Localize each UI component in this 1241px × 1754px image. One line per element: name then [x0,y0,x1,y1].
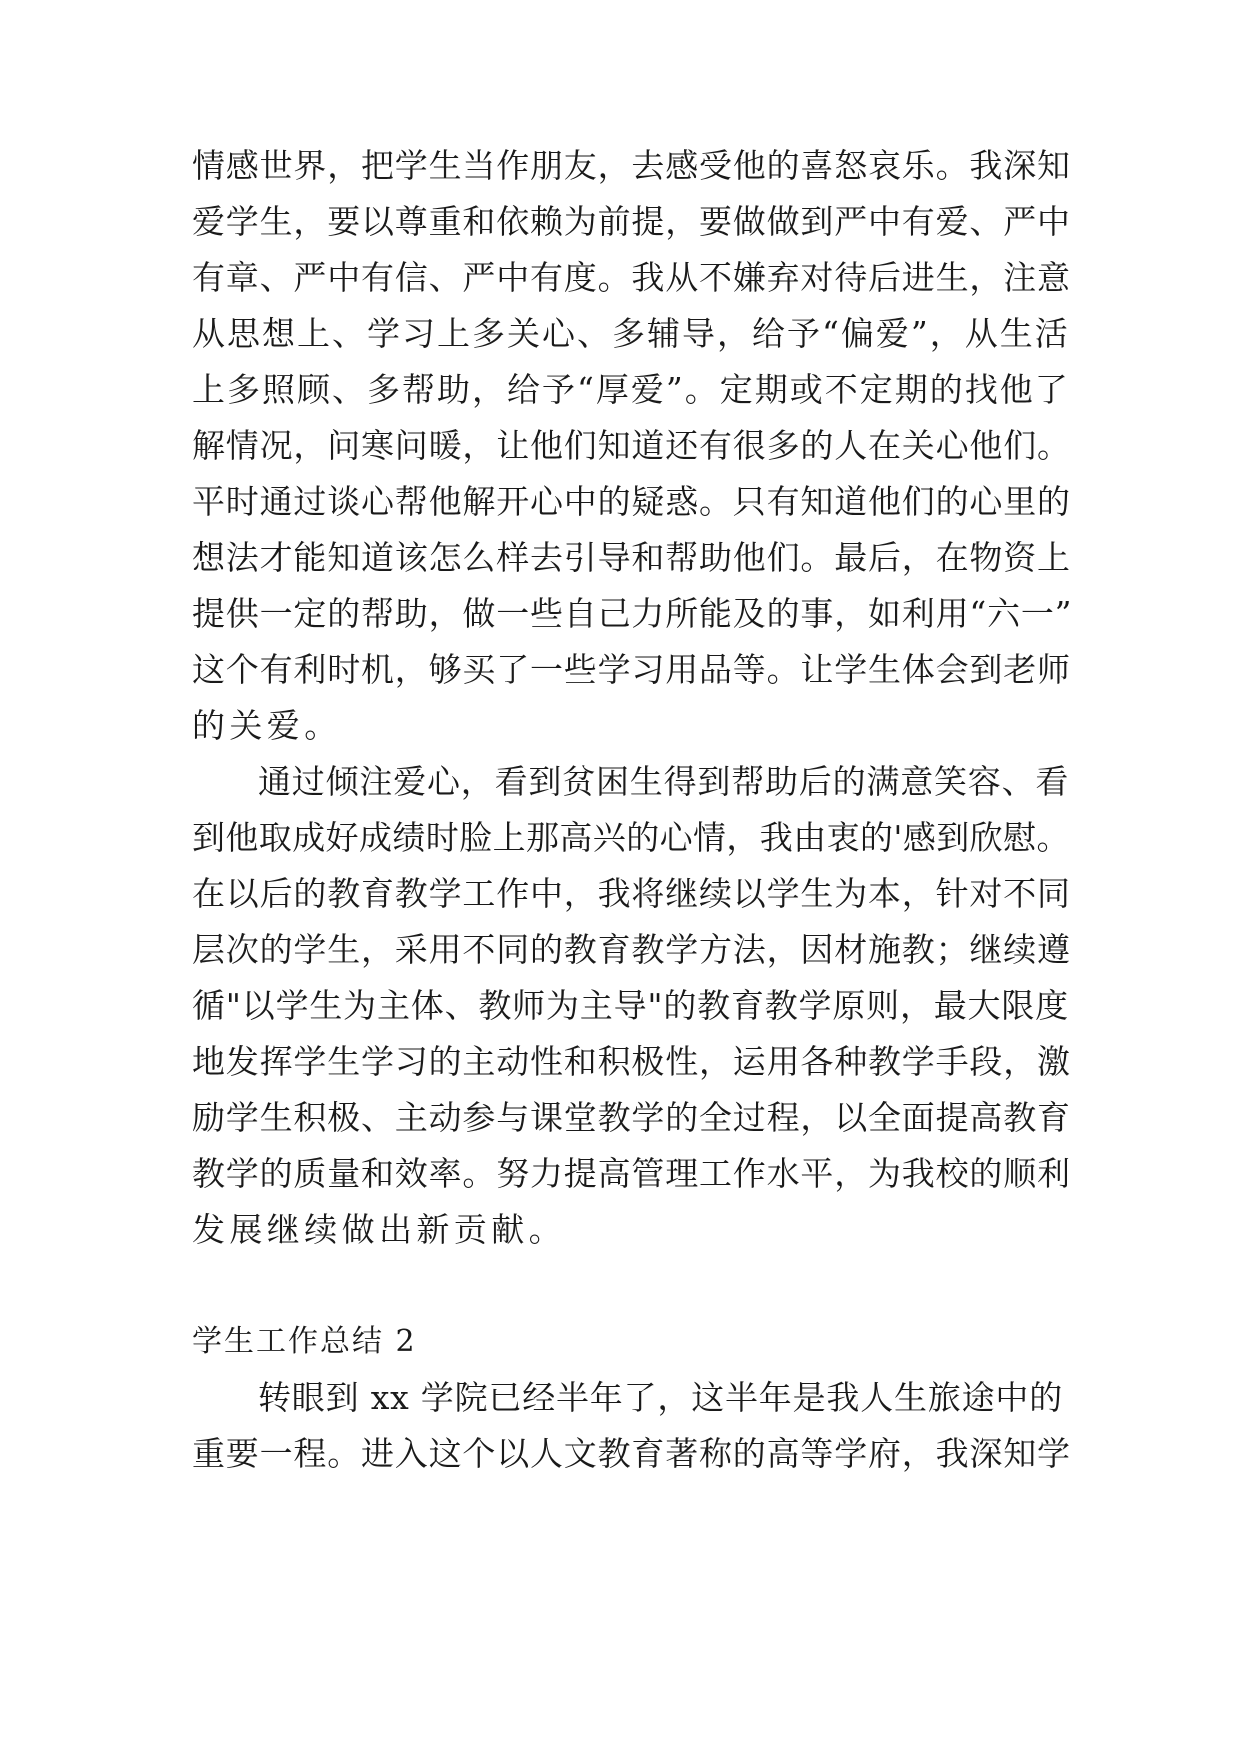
paragraph-line: 解情况，问寒问暖，让他们知道还有很多的人在关心他们。 [192,426,1071,465]
paragraph-line: 地发挥学生学习的主动性和积极性，运用各种教学手段，激 [192,1042,1071,1081]
paragraph-line: 提供一定的帮助，做一些自己力所能及的事，如利用“六一” [192,594,1073,633]
paragraph-line: 想法才能知道该怎么样去引导和帮助他们。最后，在物资上 [192,538,1071,577]
paragraph-line: 循"以学生为主体、教师为主导"的教育教学原则，最大限度 [192,986,1069,1025]
paragraph-line: 有章、严中有信、严中有度。我从不嫌弃对待后进生，注意 [192,258,1071,297]
paragraph-line: 通过倾注爱心，看到贫困生得到帮助后的满意笑容、看 [258,762,1070,801]
paragraph-line: 爱学生，要以尊重和依赖为前提，要做做到严中有爱、严中 [192,202,1071,241]
paragraph-line: 到他取成好成绩时脸上那高兴的心情，我由衷的'感到欣慰。 [192,818,1070,857]
paragraph-line: 转眼到 xx 学院已经半年了，这半年是我人生旅途中的 [258,1378,1064,1417]
paragraph-line: 重要一程。进入这个以人文教育著称的高等学府，我深知学 [192,1434,1071,1473]
paragraph-line: 在以后的教育教学工作中，我将继续以学生为本，针对不同 [192,874,1071,913]
paragraph-line: 层次的学生，采用不同的教育教学方法，因材施教；继续遵 [192,930,1071,969]
paragraph-line: 励学生积极、主动参与课堂教学的全过程，以全面提高教育 [192,1098,1071,1137]
paragraph-line: 这个有利时机，够买了一些学习用品等。让学生体会到老师 [192,650,1071,689]
paragraph-line: 上多照顾、多帮助，给予“厚爱”。定期或不定期的找他了 [192,370,1070,409]
paragraph-line: 情感世界，把学生当作朋友，去感受他的喜怒哀乐。我深知 [192,146,1071,185]
paragraph-line: 发展继续做出新贡献。 [192,1210,566,1249]
paragraph-line: 平时通过谈心帮他解开心中的疑惑。只有知道他们的心里的 [192,482,1071,521]
paragraph-line: 的关爱。 [192,706,342,745]
paragraph-line: 教学的质量和效率。努力提高管理工作水平，为我校的顺利 [192,1154,1071,1193]
paragraph-line: 从思想上、学习上多关心、多辅导，给予“偏爱”，从生活 [192,314,1070,353]
section-heading: 学生工作总结 2 [192,1324,417,1359]
